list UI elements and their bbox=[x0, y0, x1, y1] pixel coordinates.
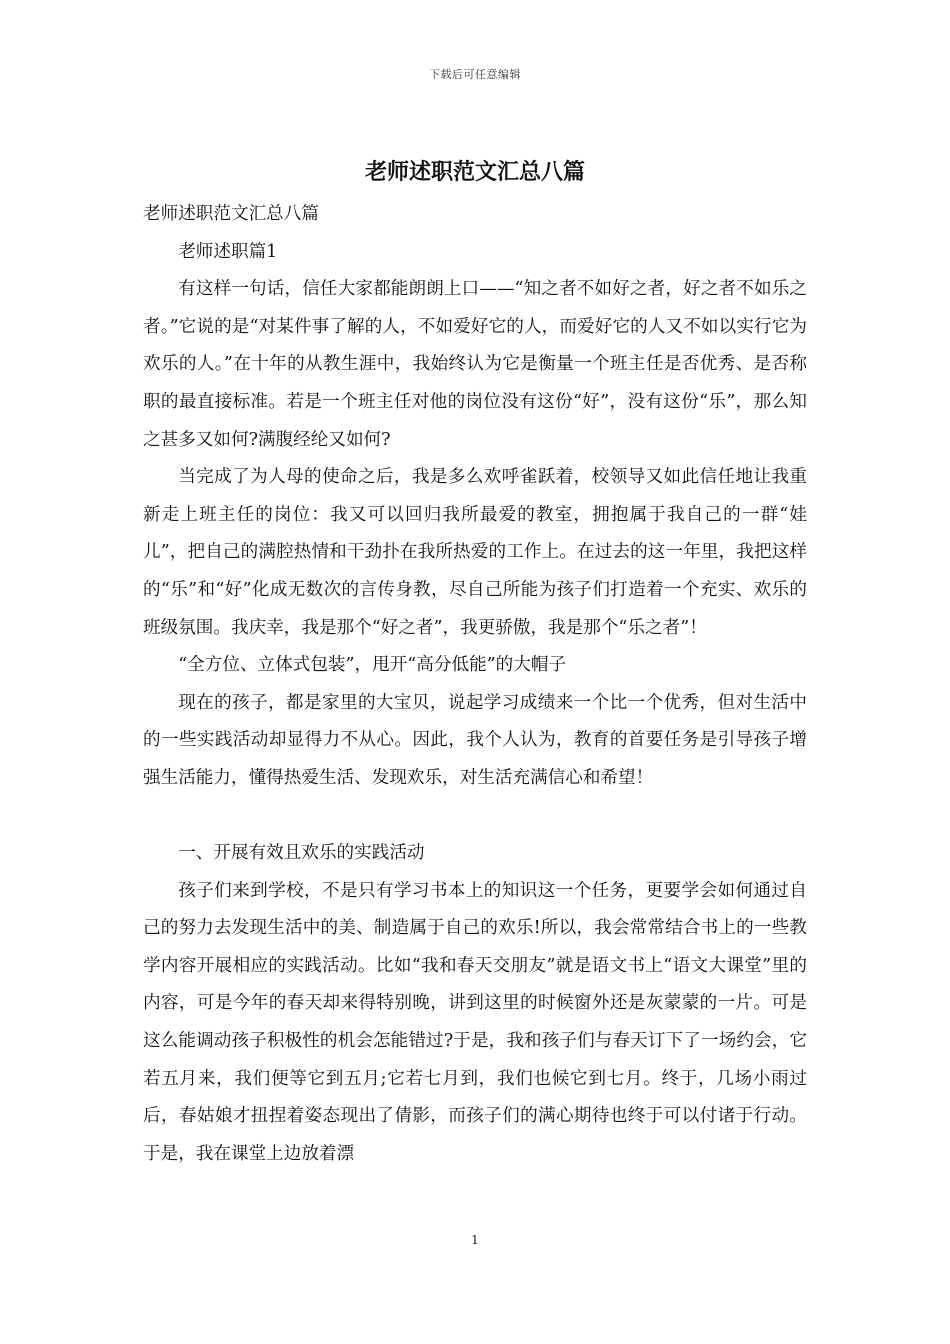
blank-line bbox=[143, 798, 807, 836]
page-header-note: 下载后可任意编辑 bbox=[429, 68, 521, 81]
paragraph-2: 当完成了为人母的使命之后，我是多么欢呼雀跃着，校领导又如此信任地让我重新走上班主任的岗位：我又可以回归我所最爱的教室，拥抱属于我自己的一群“娃儿”，把自己的满腔热情和干劲扑在我所热爱的工作上。在过去的这一年里，我把这样的“乐”和“好”化成无数次的言传身教，尽自己所能为孩子们打造着一个充实、欢乐的班级氛围。我庆幸，我是那个“好之者”，我更骄傲，我是那个“乐之者”！ bbox=[143, 467, 807, 638]
paragraph-5: 孩子们来到学校，不是只有学习书本上的知识这一个任务，更要学会如何通过自己的努力去发现生活中的美、制造属于自己的欢乐!所以，我会常常结合书上的一些教学内容开展相应的实践活动。比如“我和春天交朋友”就是语文书上“语文大课堂”里的内容，可是今年的春天却来得特别晚，讲到这里的时候窗外还是灰蒙蒙的一片。可是这么能调动孩子积极性的机会怎能错过?于是，我和孩子们与春天订下了一场约会，它若五月来，我们便等它到五月;它若七月到，我们也候它到七月。终于，几场小雨过后，春姑娘才扭捏着姿态现出了倩影，而孩子们的满心期待也终于可以付诸于行动。于是，我在课堂上边放着漂 bbox=[143, 880, 807, 1164]
paragraph-3: “全方位、立体式包装”，甩开“高分低能”的大帽子 bbox=[178, 655, 567, 676]
document-body bbox=[143, 196, 807, 1173]
paragraph-4: 现在的孩子，都是家里的大宝贝，说起学习成绩来一个比一个优秀，但对生活中的一些实践活动却显得力不从心。因此，我个人认为，教育的首要任务是引导孩子增强生活能力，懂得热爱生活、发现欢乐，对生活充满信心和希望！ bbox=[143, 692, 807, 788]
section-label: 老师述职篇1 bbox=[178, 241, 278, 262]
paragraph-1: 有这样一句话，信任大家都能朗朗上口——“知之者不如好之者，好之者不如乐之者。”它说的是“对某件事了解的人，不如爱好它的人，而爱好它的人又不如以实行它为欢乐的人。”在十年的从教生涯中，我始终认为它是衡量一个班主任是否优秀、是否称职的最直接标准。若是一个班主任对他的岗位没有这份“好”，没有这份“乐”，那么知之甚多又如何?满腹经纶又如何? bbox=[143, 279, 807, 450]
document-subtitle: 老师述职范文汇总八篇 bbox=[143, 204, 319, 224]
section-heading-1: 一、开展有效且欢乐的实践活动 bbox=[178, 843, 425, 864]
document-title: 老师述职范文汇总八篇 bbox=[364, 159, 585, 185]
page-number: 1 bbox=[471, 1233, 479, 1247]
